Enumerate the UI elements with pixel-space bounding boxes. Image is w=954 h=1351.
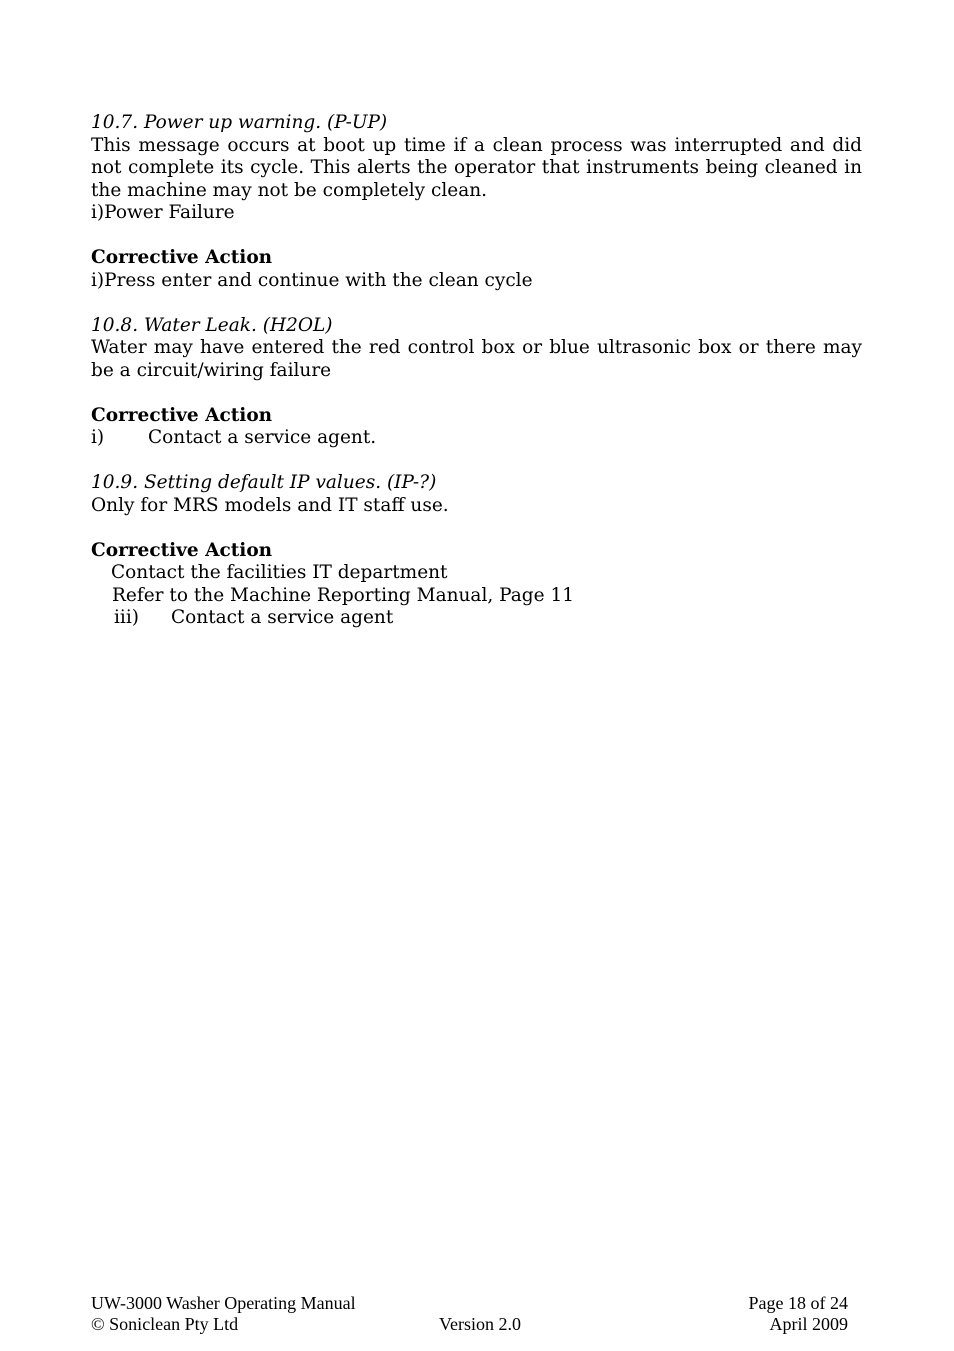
spacer — [91, 292, 862, 315]
list-text: Contact a service agent. — [148, 427, 377, 448]
document-body — [91, 112, 862, 630]
corrective-action-title: Corrective Action — [91, 404, 273, 426]
section-heading-power-up: 10.7. Power up warning. (P-UP) — [91, 112, 388, 133]
list-item — [91, 427, 862, 450]
section-body-water-leak: Water may have entered the red control box or blue ultrasonic box or there may be a circuit/wiring failure — [91, 337, 862, 381]
footer-page-number: Page 18 of 24 — [748, 1293, 848, 1313]
section-body-ip-values: Only for MRS models and IT staff use. — [91, 494, 449, 516]
spacer — [91, 382, 862, 405]
corrective-action-title: Corrective Action — [91, 247, 273, 268]
page-footer — [91, 1293, 848, 1335]
list-item: Contact the facilities IT department — [111, 562, 448, 583]
section-heading-water-leak: 10.8. Water Leak. (H2OL) — [91, 314, 333, 336]
footer-date: April 2009 — [769, 1314, 848, 1334]
corrective-action-text: i)Press enter and continue with the clean cycle — [91, 269, 533, 291]
footer-version: Version 2.0 — [439, 1314, 521, 1334]
list-number: i) — [91, 427, 105, 448]
section-body-power-up: This message occurs at boot up time if a clean process was interrupted and did not complete its cycle. This alerts the operator that instruments being cleaned in the machine may not be completely clean. — [91, 134, 862, 201]
list-item: Refer to the Machine Reporting Manual, Page 11 — [112, 584, 574, 606]
spacer — [91, 450, 862, 473]
cause-power-failure: i)Power Failure — [91, 202, 235, 223]
corrective-action-title: Corrective Action — [91, 539, 273, 561]
section-heading-ip-values: 10.9. Setting default IP values. (IP-?) — [91, 472, 437, 493]
footer-copyright: © Soniclean Pty Ltd — [91, 1314, 239, 1334]
footer-manual-title: UW-3000 Washer Operating Manual — [91, 1293, 356, 1313]
list-item — [91, 607, 862, 630]
list-number: iii) — [114, 607, 139, 628]
list-text: Contact a service agent — [171, 607, 394, 628]
spacer — [91, 225, 862, 248]
spacer — [91, 517, 862, 540]
